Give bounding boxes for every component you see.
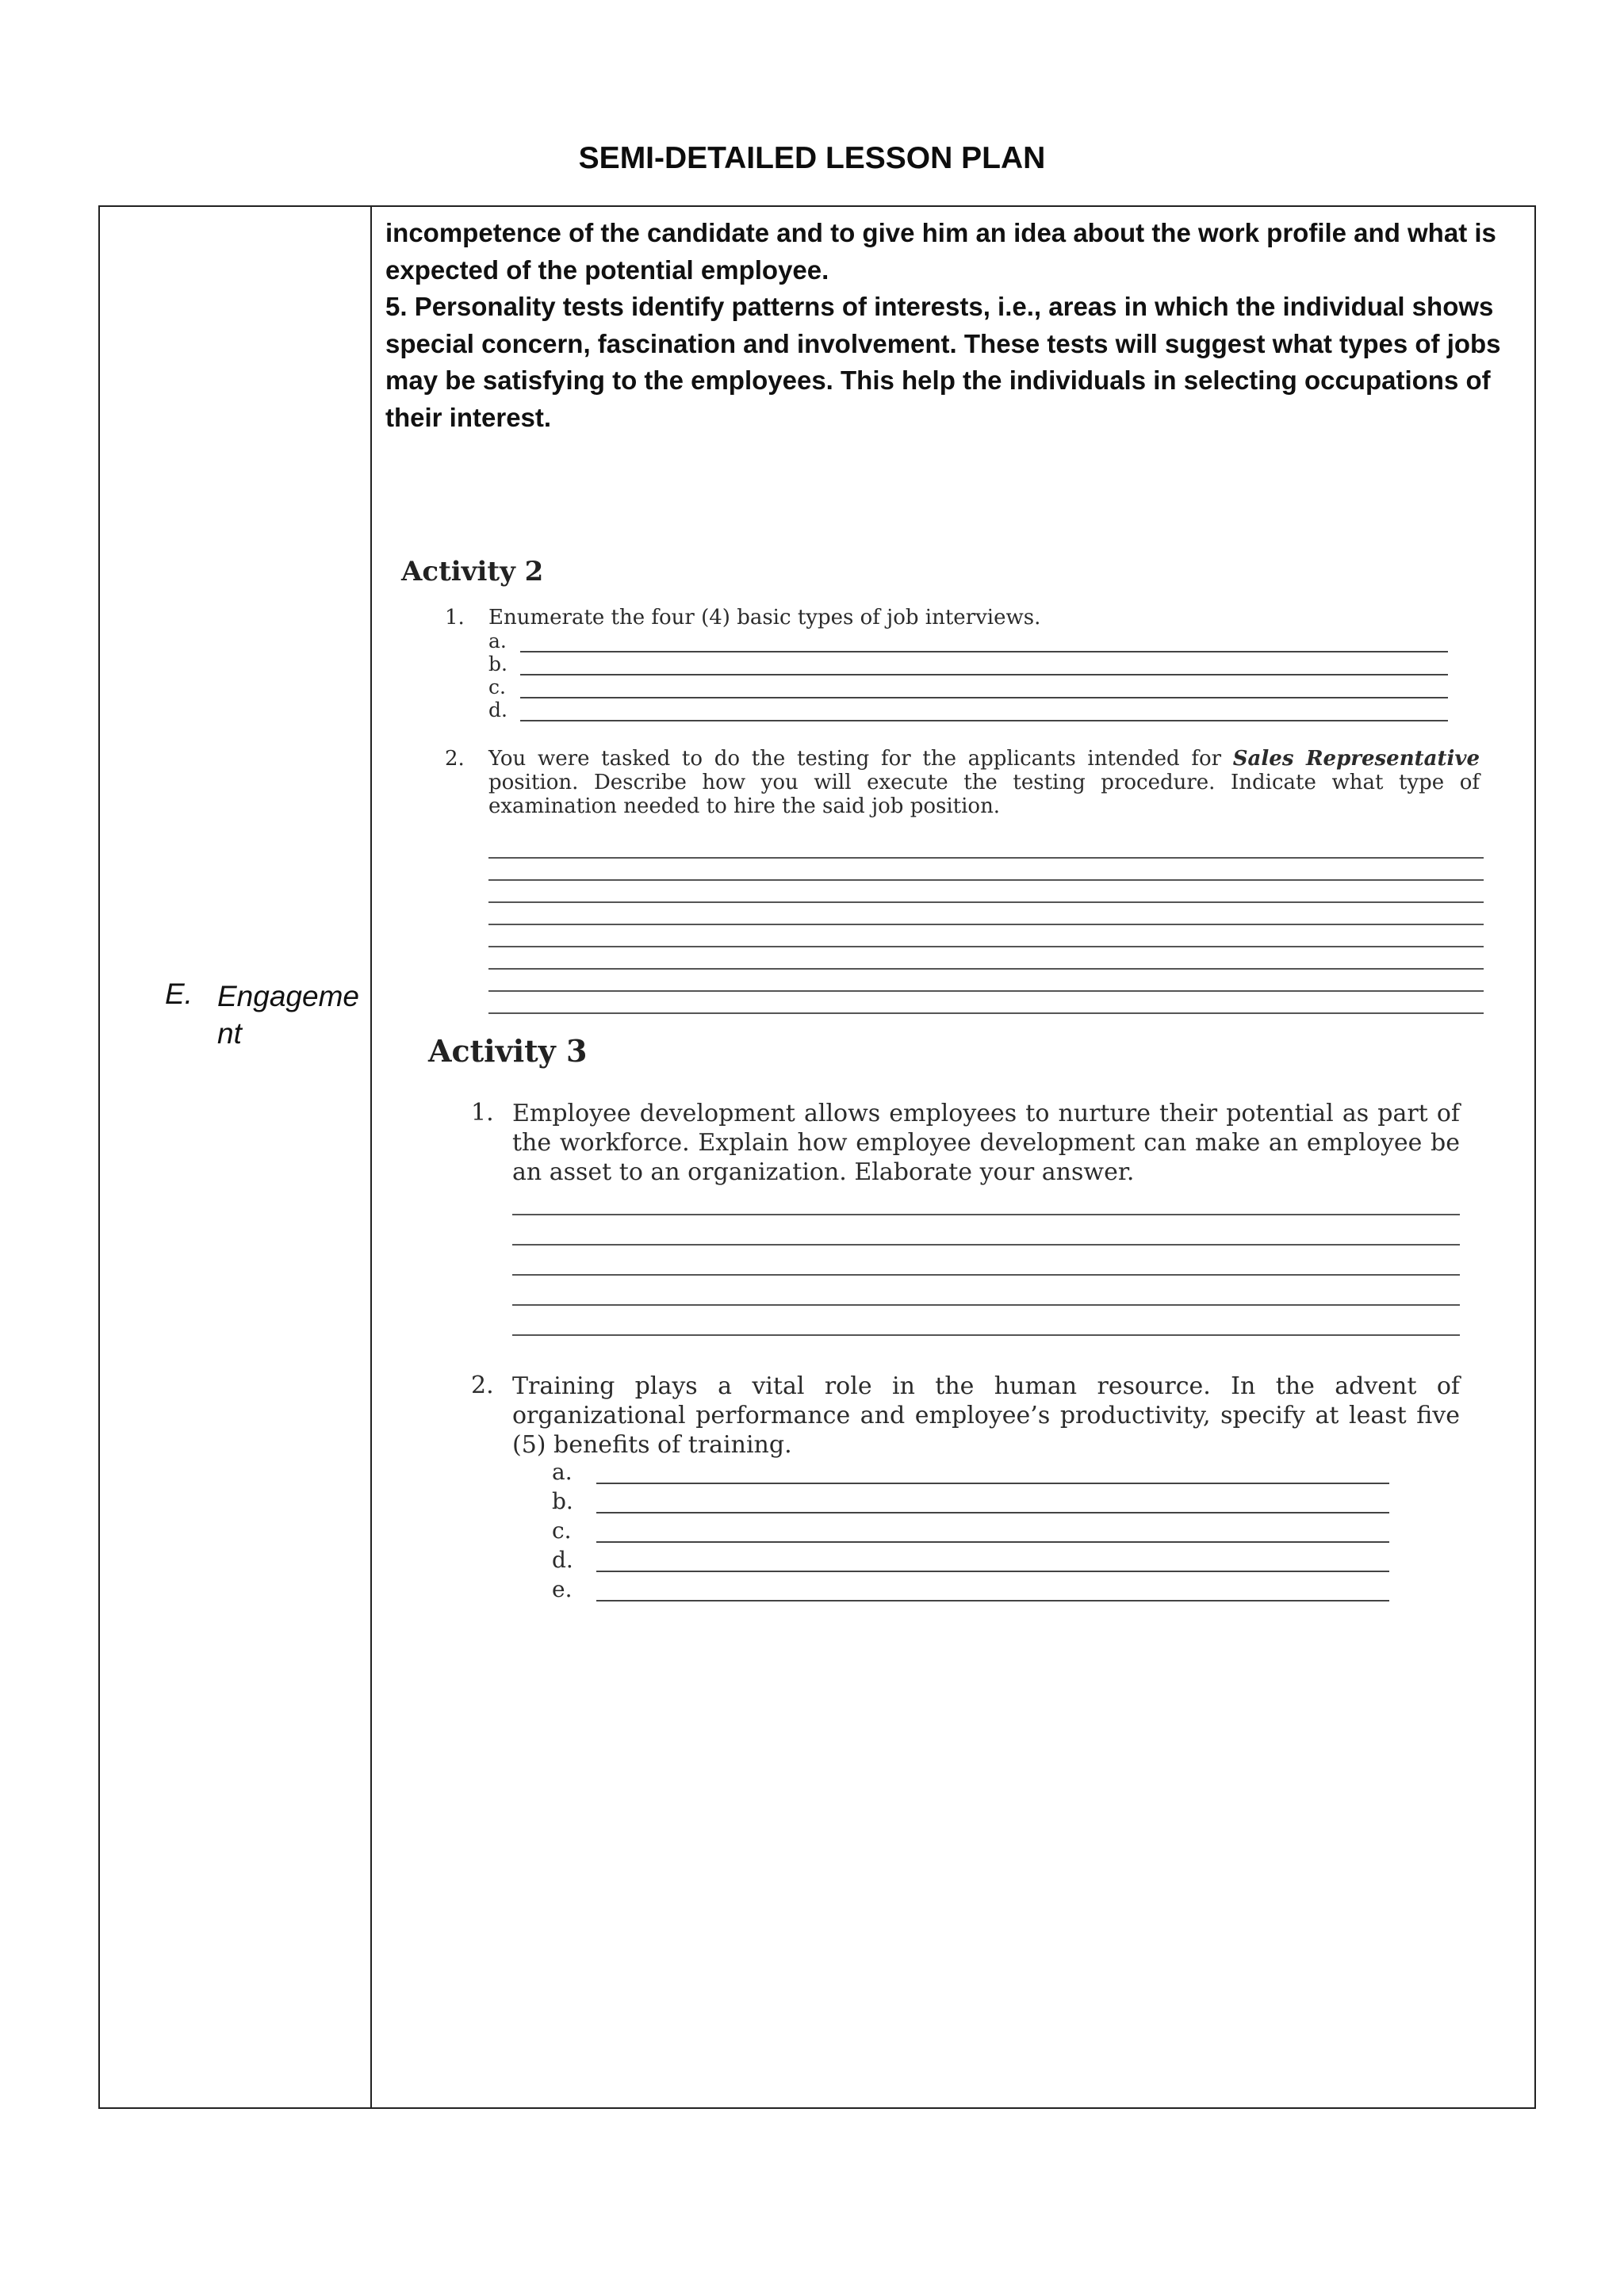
answer-line[interactable] <box>488 924 1484 925</box>
blank-line <box>596 1483 1389 1484</box>
blank-line <box>596 1541 1389 1543</box>
lesson-plan-table <box>98 205 1536 2109</box>
activity-2-heading: Activity 2 <box>401 556 544 587</box>
q2-text-end: position. Describe how you will execute the testing procedure. Indicate what type of examination needed to hire the said job position. <box>488 771 1480 818</box>
activity-3-q2-text: Training plays a vital role in the human resource. In the advent of organizational performance and employee’s productivity, specify at least five (5) benefits of training. <box>512 1372 1460 1459</box>
blank-letter: c. <box>552 1517 572 1544</box>
answer-line[interactable] <box>488 901 1484 903</box>
answer-line[interactable] <box>512 1244 1460 1246</box>
blank-line <box>520 697 1448 698</box>
content-text <box>385 215 1519 436</box>
answer-line[interactable] <box>512 1334 1460 1336</box>
answer-line[interactable] <box>488 1012 1484 1014</box>
blank-letter: d. <box>552 1547 573 1573</box>
answer-line[interactable] <box>488 857 1484 859</box>
activity-3-q2-number: 2. <box>471 1372 494 1399</box>
activity-3-q1-number: 1. <box>471 1099 494 1127</box>
activity-2-q1-number: 1. <box>445 606 465 629</box>
activity-3-heading: Activity 3 <box>428 1033 588 1069</box>
q2-text-start: You were tasked to do the testing for the applicants intended for <box>488 747 1233 771</box>
section-letter: E. <box>165 978 193 1010</box>
answer-line[interactable] <box>488 879 1484 881</box>
answer-line[interactable] <box>488 946 1484 947</box>
blank-letter: c. <box>488 675 506 698</box>
answer-line[interactable] <box>488 990 1484 992</box>
blank-letter: d. <box>488 698 508 721</box>
intro-paragraph: incompetence of the candidate and to give him an idea about the work profile and what is expected of the potential employee. <box>385 218 1496 285</box>
column-divider <box>370 207 372 2107</box>
activity-2-q1-text: Enumerate the four (4) basic types of job interviews. <box>488 606 1041 629</box>
blank-line <box>520 674 1448 675</box>
answer-line[interactable] <box>512 1304 1460 1306</box>
blank-line <box>596 1571 1389 1572</box>
answer-line[interactable] <box>512 1214 1460 1215</box>
blank-letter: b. <box>488 652 508 675</box>
blank-letter: e. <box>552 1576 573 1602</box>
blank-letter: a. <box>488 629 507 652</box>
personality-tests-paragraph: 5. Personality tests identify patterns of interests, i.e., areas in which the individual shows special concern, fascination and involvement. These tests will suggest what types of jobs may be satisfying to the employees. This help the individuals in selecting occupations of their interest. <box>385 292 1501 432</box>
page-title: SEMI-DETAILED LESSON PLAN <box>578 141 1046 175</box>
activity-2-q2-text <box>488 747 1480 818</box>
blank-line <box>596 1512 1389 1513</box>
job-position-emphasis: Sales Representative <box>1232 747 1480 771</box>
blank-line <box>596 1600 1389 1601</box>
activity-3-q1-text: Employee development allows employees to nurture their potential as part of the workforce. Explain how employee development can make an employee be an asset to an organization. Elaborate your answer. <box>512 1100 1460 1186</box>
section-name: Engagement <box>217 980 359 1050</box>
answer-line[interactable] <box>512 1274 1460 1276</box>
blank-letter: b. <box>552 1488 573 1514</box>
blank-letter: a. <box>552 1459 573 1485</box>
blank-line <box>520 720 1448 721</box>
activity-2-q2-number: 2. <box>445 747 465 771</box>
blank-line <box>520 651 1448 652</box>
answer-line[interactable] <box>488 968 1484 970</box>
